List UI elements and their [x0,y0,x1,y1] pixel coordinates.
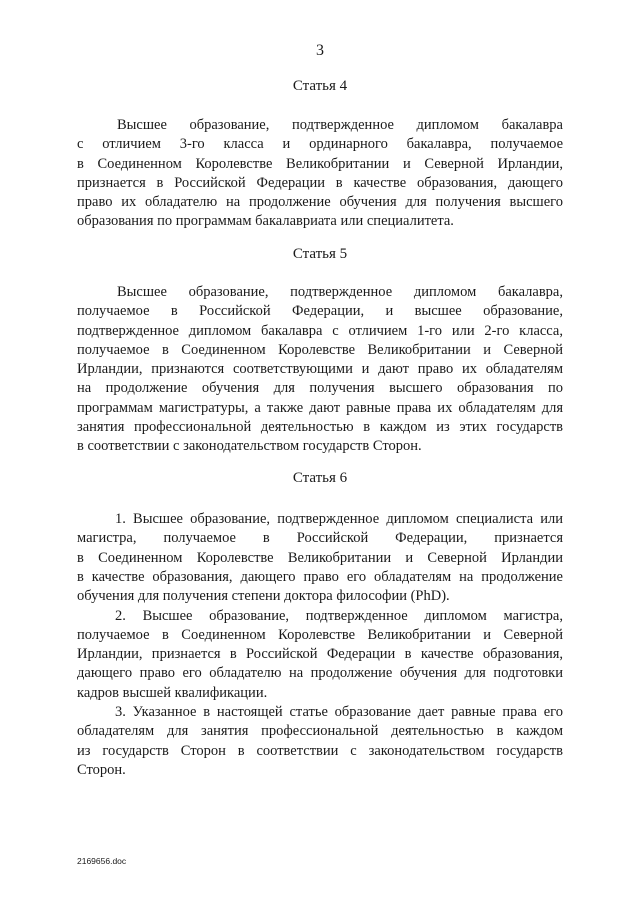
article-6-line: из государств Сторон в соответствии с законодательством государств [77,742,563,759]
article-5-line: в соответствии с законодательством государств Сторон. [77,438,422,455]
article-6-paragraph-1 [77,510,563,606]
page-number: 3 [316,42,324,59]
article-5-line: получаемое в Соединенном Королевстве Великобритании и Северной [77,341,563,358]
article-5-line: получаемое в Российской Федерации, и высшее образование, [77,303,563,320]
article-6-line: 2. Высшее образование, подтвержденное дипломом магистра, [115,607,563,624]
article-4-line: с отличием 3-го класса и ординарного бакалавра, получаемое [77,136,563,153]
article-6-line: кадров высшей квалификации. [77,684,268,701]
article-6-paragraph-3 [77,703,563,780]
article-5-line: подтвержденное дипломом бакалавра с отличием 1-го или 2-го класса, [77,322,563,339]
article-4-heading: Статья 4 [292,78,348,94]
article-6-line: обладателям для занятия профессиональной деятельностью в каждом [77,723,563,740]
article-6-line: Сторон. [77,761,126,778]
article-4-line: Высшее образование, подтвержденное дипломом бакалавра [117,117,563,133]
article-4-paragraph [77,116,563,232]
article-5-line: Высшее образование, подтвержденное дипломом бакалавра, [117,284,563,300]
article-6-line: Ирландии, признается в Российской Федерации в качестве образования, [77,646,563,663]
article-5-line: занятия профессиональной деятельностью в каждом из этих государств [77,419,563,436]
article-4-line: в Соединенном Королевстве Великобритании и Северной Ирландии, [77,155,563,172]
article-6-line: 3. Указанное в настоящей статье образование дает равные права его [115,704,563,720]
article-6-heading: Статья 6 [292,470,348,486]
article-6-line: обучения для получения степени доктора философии (PhD). [77,588,450,605]
article-5-line: Ирландии, признаются соответствующими и дают право их обладателям [77,361,563,378]
article-5-line: программам магистратуры, а также дают равные права их обладателям для [77,399,563,416]
article-5-paragraph [77,283,563,457]
article-4-line: образования по программам бакалавриата или специалитета. [77,213,454,230]
article-6-line: магистра, получаемое в Российской Федерации, признается [77,530,563,547]
article-5-line: на продолжение обучения для получения высшего образования по [77,380,563,397]
article-6-line: 1. Высшее образование, подтвержденное дипломом специалиста или [115,511,563,527]
article-6-line: получаемое в Соединенном Королевстве Великобритании и Северной [77,626,563,643]
article-6-paragraph-2 [77,607,563,703]
article-6-line: в качестве образования, дающего право его обладателям на продолжение [77,568,563,585]
article-6-line: в Соединенном Королевстве Великобритании и Северной Ирландии [77,549,563,566]
article-5-heading: Статья 5 [292,246,348,262]
article-4-line: право их обладателю на продолжение обучения для получения высшего [77,194,563,211]
document-footer-filename: 2169656.doc [77,856,127,866]
article-6-line: дающего право его обладателю на продолжение обучения для подготовки [77,665,563,682]
article-4-line: признается в Российской Федерации в качестве образования, дающего [77,174,563,191]
